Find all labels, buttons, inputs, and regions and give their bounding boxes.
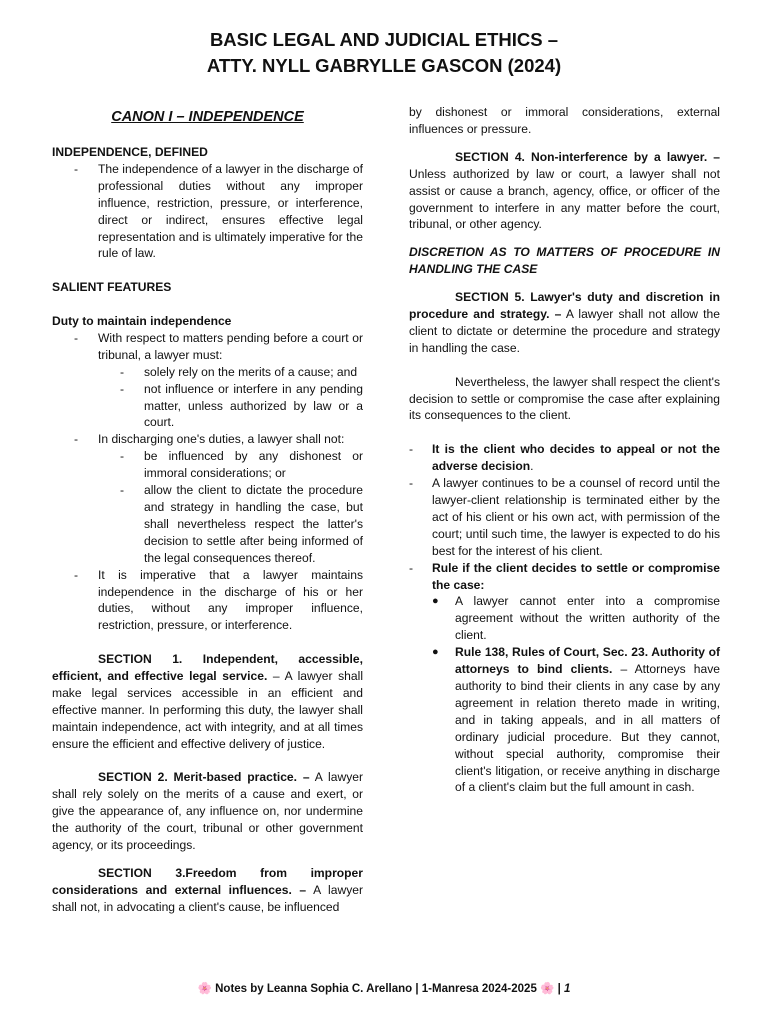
dash-marker: - (74, 161, 79, 176)
dash-marker: - (74, 432, 79, 447)
duty-heading: Duty to maintain independence (52, 314, 232, 329)
left-column (52, 103, 363, 916)
dash-marker: - (120, 381, 125, 396)
dash-marker: - (409, 442, 414, 457)
section-2 (52, 769, 363, 854)
bullet-text: It is the client who decides to appeal or not the adverse decision (432, 442, 720, 474)
right-column (409, 104, 720, 796)
section-3-continued: by dishonest or immoral considerations, external influences or pressure. (409, 105, 720, 136)
rule-138-title: Rule 138, Rules of Court, Sec. 23. Authority of attorneys to bind clients. (455, 645, 720, 677)
bullet-text: A lawyer continues to be a counsel of record until the lawyer-client relationship is terminated either by the act of his client or his own act, with permission of the court; until such time, the lawyer is expected to do his best for the interest of his client. (432, 476, 720, 558)
flower-icon: 🌸 (197, 983, 212, 995)
list-item (52, 330, 363, 364)
bullet-end: . (530, 459, 534, 474)
section-4-text: Unless authorized by law or court, a lawyer shall not assist or cause a branch, agency, office, or officer of the government to interfere in any matter before the court, tribunal, or other agency. (409, 166, 720, 232)
independence-heading: INDEPENDENCE, DEFINED (52, 145, 208, 159)
sub-list-item (52, 364, 363, 381)
list-item (409, 560, 720, 594)
sub-list-item (409, 644, 720, 796)
section-5 (409, 289, 720, 357)
list-item (409, 475, 720, 560)
bullet-dot-icon: ● (432, 595, 439, 608)
bullet-text: allow the client to dictate the procedure and strategy in handling the case, but shall nevertheless respect the latter's decision to settle after being informed of the legal consequences thereof. (144, 483, 363, 565)
bullet-text: It is imperative that a lawyer maintains independence in the discharge of his or her duties, without any improper influence, restriction, pressure, or interference. (98, 567, 363, 633)
section-2-text: A lawyer shall rely solely on the merits of a cause and exert, or give the appearance of, any influence on, nor undermine the authority of the court, tribunal or other government agency, or its proceedings. (52, 770, 363, 853)
bullet-text: not influence or interfere in any pending matter, unless authorized by law or a court. (144, 381, 363, 430)
dash-marker: - (120, 449, 125, 464)
flower-icon: 🌸 (540, 983, 555, 995)
bullet-dot-icon: ● (432, 646, 439, 659)
section-5-paragraph-2: Nevertheless, the lawyer shall respect the client's decision to settle or compromise the case after explaining its consequences to the client. (409, 374, 720, 423)
footer-text: Notes by Leanna Sophia C. Arellano | 1-Manresa 2024-2025 (215, 983, 537, 995)
sub-list-item (52, 448, 363, 482)
list-item (409, 441, 720, 475)
dash-marker: - (74, 330, 79, 345)
bullet-text: In discharging one's duties, a lawyer shall not: (98, 432, 345, 447)
list-item (52, 431, 363, 448)
list-item (52, 567, 363, 635)
section-5-text: A lawyer shall not allow the client to dictate or determine the procedure and strategy in handling the case. (409, 307, 720, 355)
bullet-text: Rule if the client decides to settle or compromise the case: (432, 560, 720, 592)
title-line-1: BASIC LEGAL AND JUDICIAL ETHICS – (209, 29, 559, 50)
sub-list-item (52, 381, 363, 432)
dash-marker: - (120, 483, 125, 498)
independence-text: The independence of a lawyer in the discharge of professional duties without any improper influence, restriction, pressure, or interference, direct or indirect, ensures effective legal representation and is ultimately imperative for the rule of law. (98, 161, 363, 261)
sub-list-item (409, 593, 720, 644)
canon-heading: CANON I – INDEPENDENCE (111, 109, 304, 125)
dash-marker: - (74, 567, 79, 582)
section-3 (52, 865, 363, 916)
section-4 (409, 149, 720, 234)
page-footer (0, 981, 768, 997)
bullet-text: A lawyer cannot enter into a compromise agreement without the written authority of the client. (455, 594, 720, 643)
list-item (52, 161, 363, 262)
rule-138-text: – Attorneys have authority to bind their clients in any case by any agreement in relation thereto made in writing, and in taking appeals, and in all matters of ordinary judicial procedure. But they cannot, without special authority, compromise their client's litigation, or receive anything in discharge of a client's claim but the full amount in cash. (455, 662, 720, 795)
salient-heading: SALIENT FEATURES (52, 280, 172, 295)
bullet-text: be influenced by any dishonest or immoral considerations; or (144, 449, 363, 481)
section-1 (52, 651, 363, 752)
document-title (0, 27, 768, 79)
title-line-2: ATTY. NYLL GABRYLLE GASCON (2024) (206, 55, 562, 76)
dash-marker: - (409, 476, 414, 491)
section-5-title: SECTION 5. Lawyer's duty and discretion in procedure and strategy. – (409, 290, 720, 322)
section-1-text: – A lawyer shall make legal services accessible in an efficient and effective manner. In performing this duty, the lawyer shall maintain independence, act with integrity, and at all times ensure the efficient and effective delivery of justice. (52, 669, 364, 751)
page-number: 1 (564, 983, 571, 995)
section-4-title: SECTION 4. Non-interference by a lawyer. – (455, 149, 720, 164)
footer-separator: | (557, 983, 561, 995)
section-3-text: A lawyer shall not, in advocating a client's cause, be influenced (52, 882, 364, 914)
bullet-text: solely rely on the merits of a cause; and (144, 364, 358, 379)
dash-marker: - (120, 364, 125, 379)
section-1-title: SECTION 1. Independent, accessible, efficient, and effective legal service. (52, 652, 363, 684)
section-2-title: SECTION 2. Merit-based practice. – (98, 770, 310, 785)
bullet-text: With respect to matters pending before a court or tribunal, a lawyer must: (98, 330, 363, 362)
section-3-title: SECTION 3.Freedom from improper considerations and external influences. – (52, 866, 363, 897)
discretion-heading: DISCRETION AS TO MATTERS OF PROCEDURE IN HANDLING THE CASE (409, 245, 720, 277)
dash-marker: - (409, 560, 414, 575)
sub-list-item (52, 482, 363, 567)
